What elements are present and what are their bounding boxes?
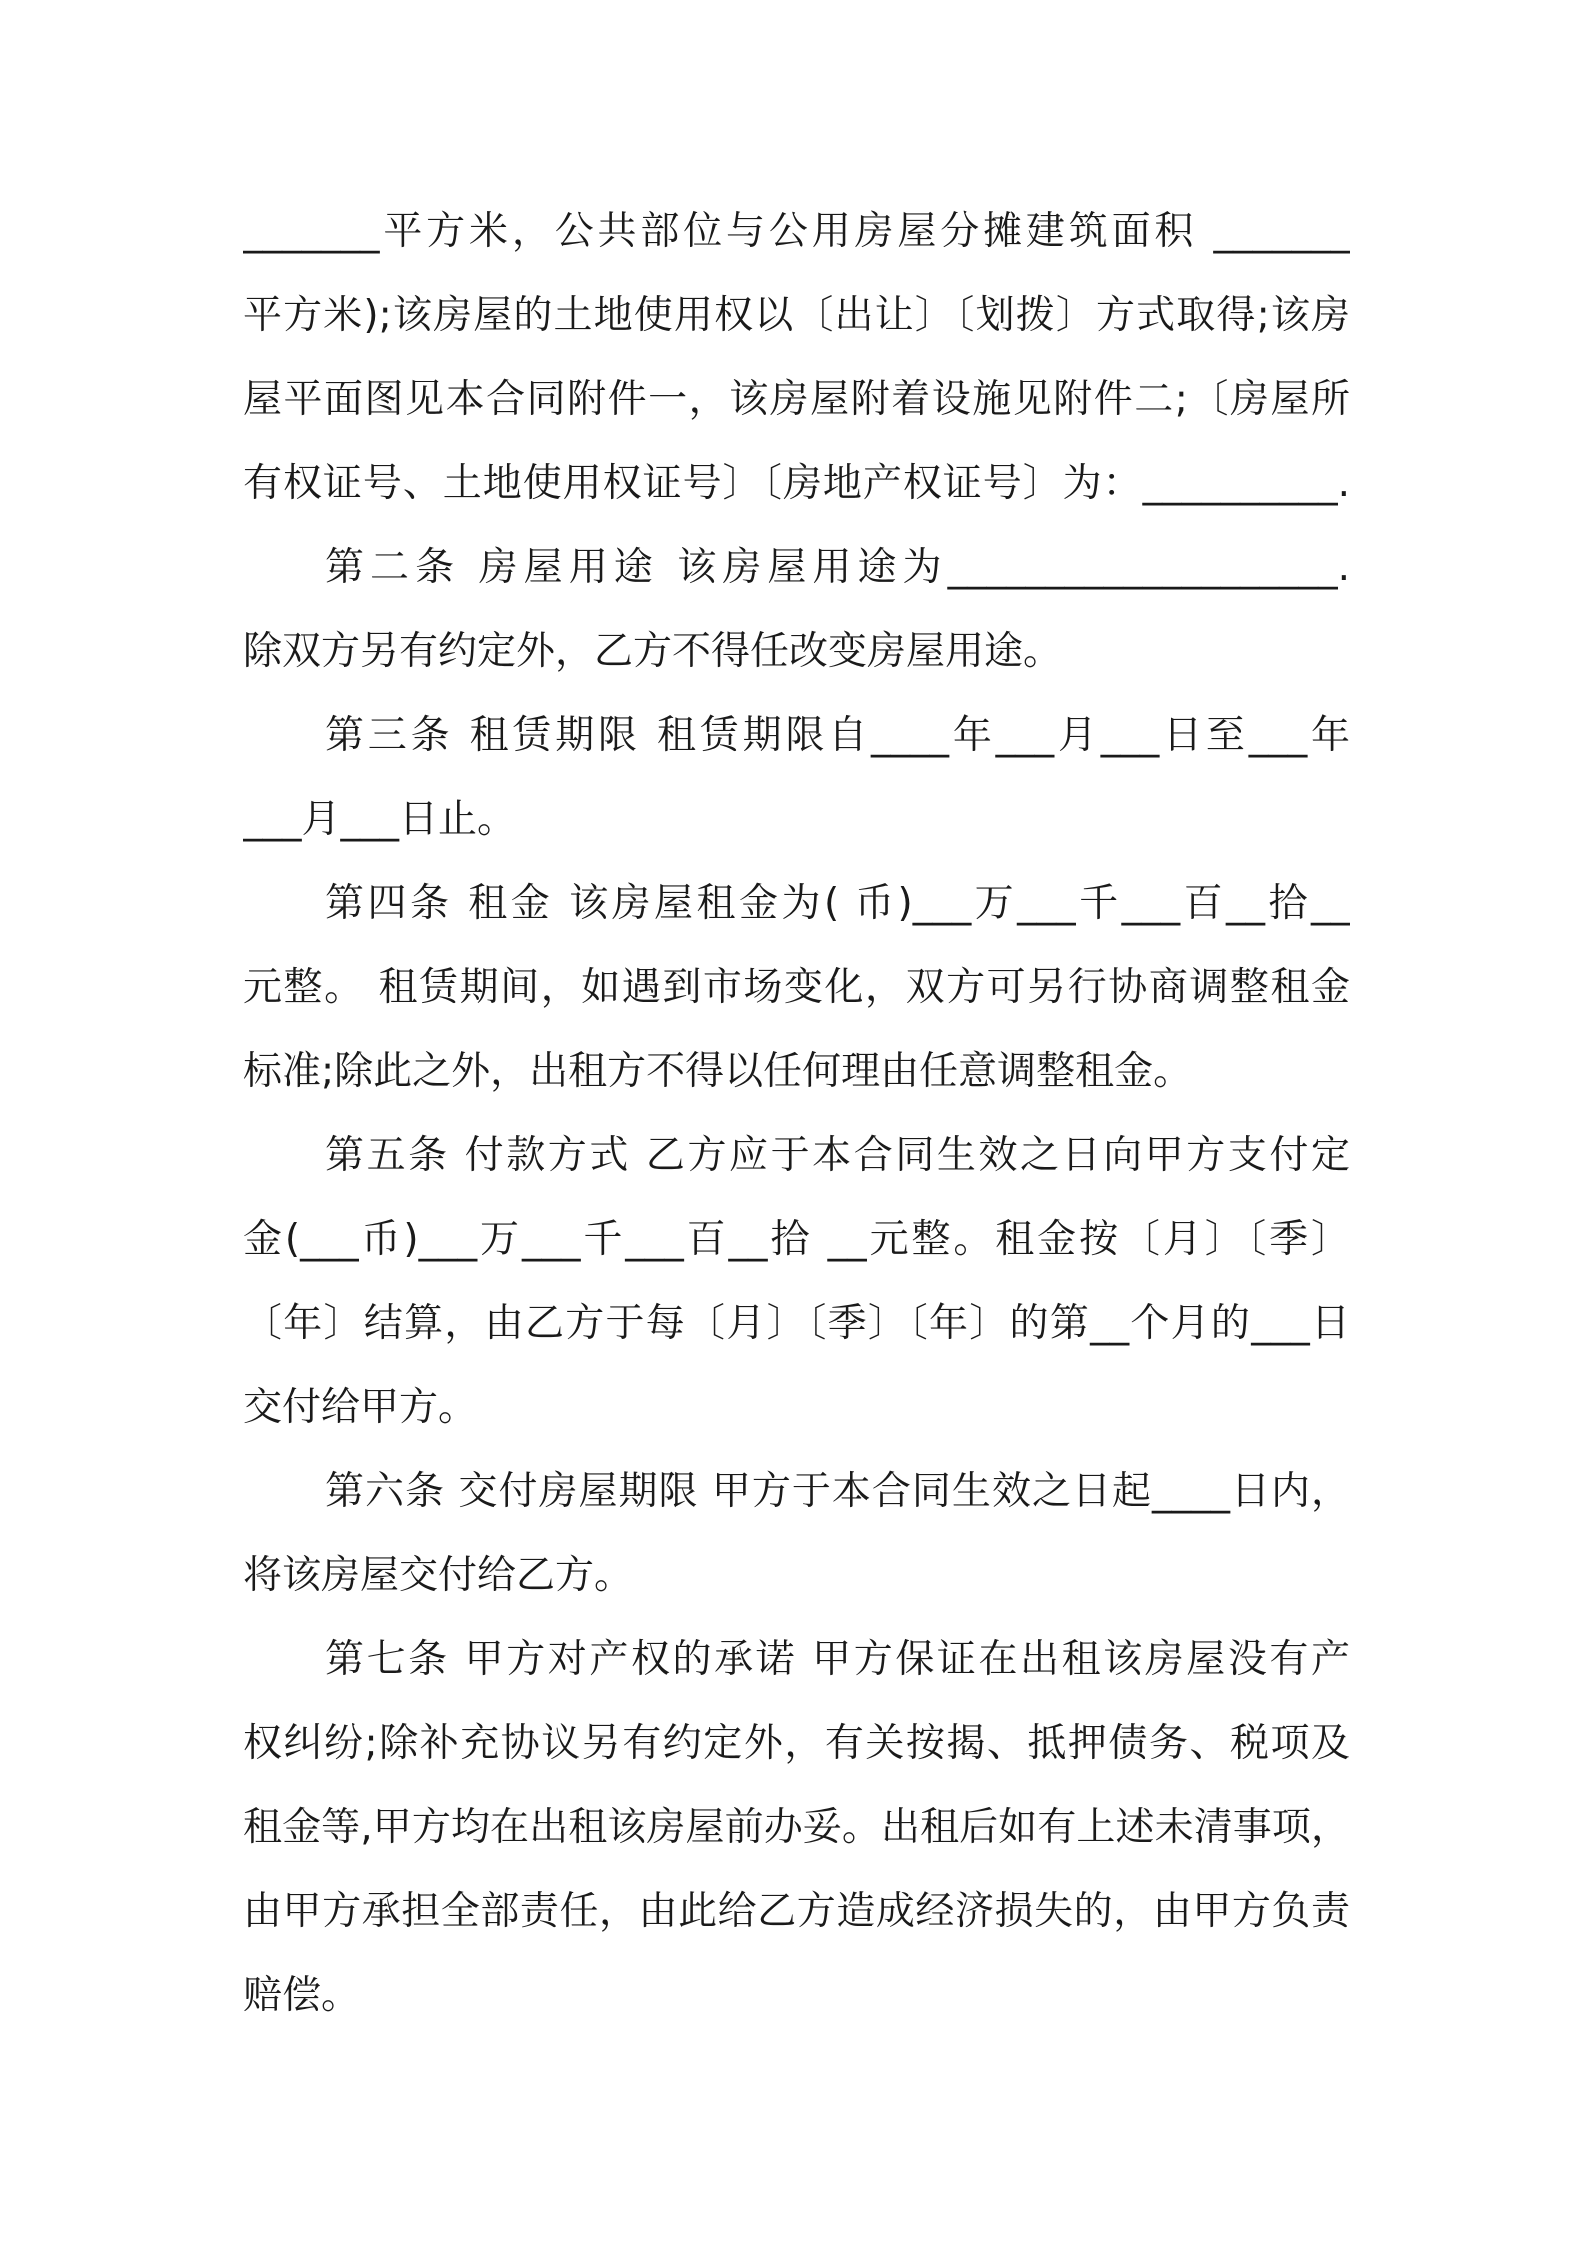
- text-line: 租金等,甲方均在出租该房屋前办妥。出租后如有上述未清事项，: [243, 1805, 1350, 1850]
- text-line: 标准;除此之外，出租方不得以任何理由任意调整租金。: [243, 1049, 1193, 1094]
- text-line: 权纠纷;除补充协议另有约定外，有关按揭、抵押债务、税项及: [243, 1721, 1350, 1766]
- text-line: 平方米);该房屋的土地使用权以〔出让〕〔划拨〕方式取得;该房: [243, 293, 1350, 338]
- article-6-heading-line: 第六条 交付房屋期限 甲方于本合同生效之日起____日内，: [325, 1469, 1350, 1514]
- article-5-heading-line: 第五条 付款方式 乙方应于本合同生效之日向甲方支付定: [325, 1133, 1350, 1178]
- article-7-heading-line: 第七条 甲方对产权的承诺 甲方保证在出租该房屋没有产: [325, 1637, 1350, 1682]
- text-line: 屋平面图见本合同附件一，该房屋附着设施见附件二;〔房屋所: [243, 377, 1350, 422]
- text-line: 将该房屋交付给乙方。: [243, 1553, 634, 1598]
- text-line: 交付给甲方。: [243, 1385, 478, 1430]
- article-2-heading-line: 第二条 房屋用途 该房屋用途为____________________.: [325, 545, 1350, 590]
- text-line: 〔年〕结算，由乙方于每〔月〕〔季〕〔年〕的第__个月的___日: [243, 1301, 1350, 1346]
- text-line: 除双方另有约定外，乙方不得任改变房屋用途。: [243, 629, 1063, 674]
- text-line: ___月___日止。: [243, 797, 517, 842]
- text-line: _______平方米，公共部位与公用房屋分摊建筑面积 _______: [243, 209, 1350, 254]
- article-4-heading-line: 第四条 租金 该房屋租金为( 币)___万___千___百__拾__: [325, 881, 1350, 926]
- text-line: 元整。 租赁期间，如遇到市场变化，双方可另行协商调整租金: [243, 965, 1350, 1010]
- text-line: 有权证号、土地使用权证号〕〔房地产权证号〕为：__________.: [243, 461, 1350, 506]
- text-line: 金(___币)___万___千___百__拾 __元整。租金按〔月〕〔季〕: [243, 1217, 1350, 1262]
- text-line: 由甲方承担全部责任，由此给乙方造成经济损失的，由甲方负责: [243, 1889, 1350, 1934]
- text-line: 赔偿。: [243, 1973, 361, 2018]
- article-3-heading-line: 第三条 租赁期限 租赁期限自____年___月___日至___年: [325, 713, 1350, 758]
